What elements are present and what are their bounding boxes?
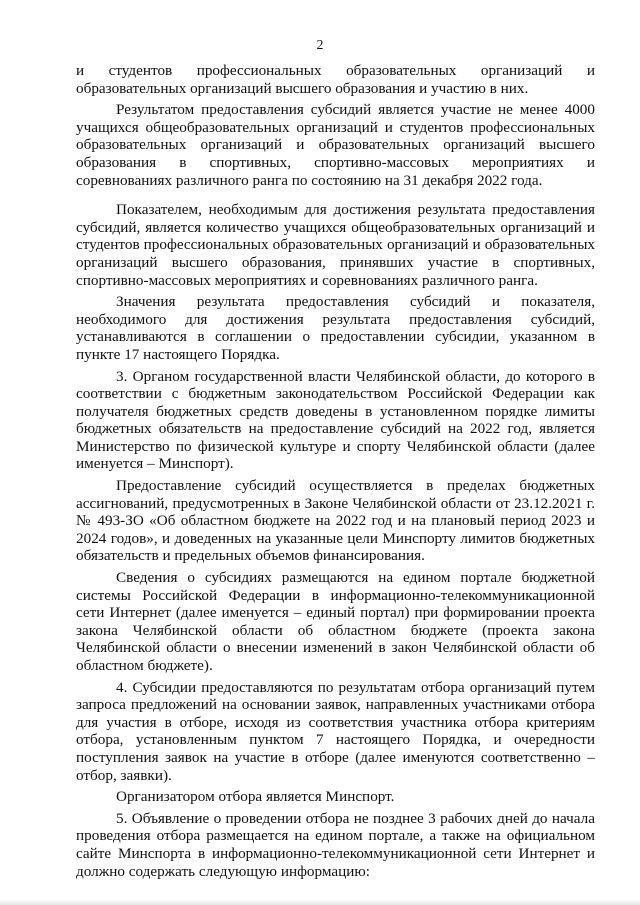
paragraph-indicator: Показателем, необходимым для достижения результата предоставления субсидий, является количество учащихся общеобразовательных организаций и студентов профессиональных образовательных организаций и образовательных организаций высшего образования, принявших участие в спортивных, спортивно-массовых мероприятиях и соревнованиях различного ранга. bbox=[76, 201, 595, 289]
paragraph-item-5: 5. Объявление о проведении отбора не позднее 3 рабочих дней до начала проведения отбора размещается на едином портале, а также на официальном сайте Минспорта в информационно-телекоммуникационной сети Интернет и должно содержать следующую информацию: bbox=[76, 809, 595, 880]
paragraph-organizer: Организатором отбора является Минспорт. bbox=[116, 788, 395, 806]
paragraph-result: Результатом предоставления субсидий является участие не менее 4000 учащихся общеобразовательных организаций и студентов профессиональных образовательных организаций и образовательных организаций высшего образования в спортивных, спортивно-массовых мероприятиях и соревнованиях различного ранга по состоянию на 31 декабря 2022 года. bbox=[76, 101, 595, 189]
paragraph-portal: Сведения о субсидиях размещаются на едином портале бюджетной системы Российской Федерации в информационно-телекоммуникационной сети Интернет (далее именуется – единый портал) при формировании проекта закона Челябинской области об областном бюджете (проекта закона Челябинской области о внесении изменений в закон Челябинской области об областном бюджете). bbox=[76, 569, 595, 674]
paragraph-continuation: и студентов профессиональных образовательных организаций и образовательных организаций высшего образования и участию в них. bbox=[76, 62, 595, 97]
paragraph-item-3: 3. Органом государственной власти Челябинской области, до которого в соответствии с бюджетным законодательством Российской Федерации как получателя бюджетных средств доведены в установленном порядке лимиты бюджетных обязательств на предоставление субсидий на 2022 год, является Министерство по физической культуре и спорту Челябинской области (далее именуется – Минспорт). bbox=[76, 367, 595, 473]
scan-edge-shadow bbox=[0, 899, 640, 905]
paragraph-item-4: 4. Субсидии предоставляются по результатам отбора организаций путем запроса предложений на основании заявок, направленных участниками отбора для участия в отборе, исходя из соответствия участника отбора критериям отбора, установленным пунктом 7 настоящего Порядка, и очередности поступления заявок на участие в отборе (далее именуются соответственно – отбор, заявки). bbox=[76, 678, 595, 784]
paragraph-budget: Предоставление субсидий осуществляется в пределах бюджетных ассигнований, предусмотренных в Законе Челябинской области от 23.12.2021 г. № 493-ЗО «Об областном бюджете на 2022 год и на плановый период 2023 и 2024 годов», и доведенных на указанные цели Минспорту лимитов бюджетных обязательств и предельных объемов финансирования. bbox=[76, 477, 595, 565]
paragraph-values: Значения результата предоставления субсидий и показателя, необходимого для достижения результата предоставления субсидий, устанавливаются в соглашении о предоставлении субсидии, указанном в пункте 17 настоящего Порядка. bbox=[76, 293, 595, 363]
document-body bbox=[76, 62, 595, 880]
page-number: 2 bbox=[316, 38, 324, 53]
